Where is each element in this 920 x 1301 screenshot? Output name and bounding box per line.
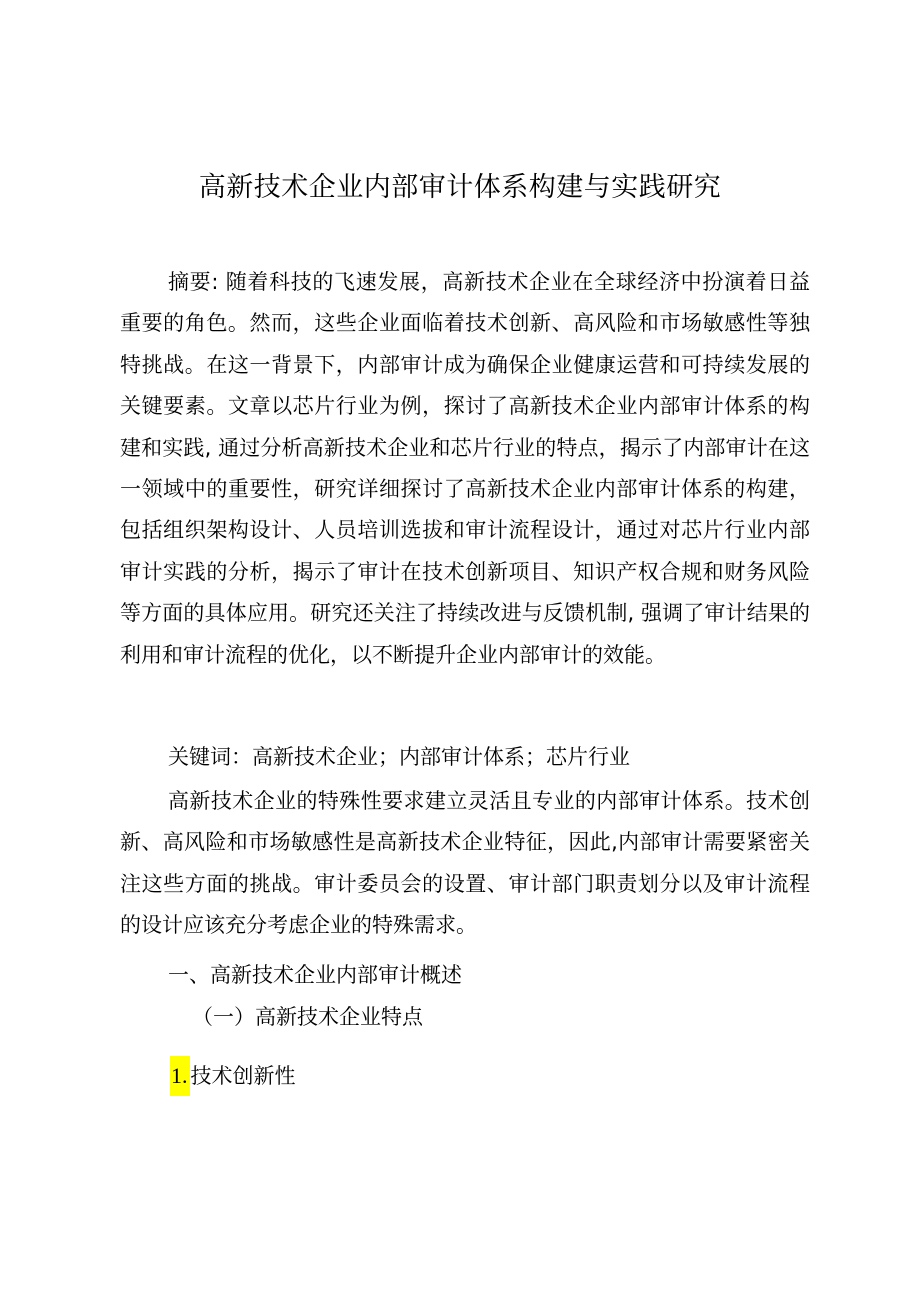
section-heading: 一、高新技术企业内部审计概述 [168, 963, 462, 987]
item-heading [170, 1056, 296, 1096]
document-title: 高新技术企业内部审计体系构建与实践研究 [198, 172, 722, 203]
item-number-highlighted: 1. [170, 1056, 190, 1096]
intro-paragraph: 高新技术企业的特殊性要求建立灵活且专业的内部审计体系。技术创新、高风险和市场敏感性是高新技术企业特征，因此,内部审计需要紧密关注这些方面的挑战。审计委员会的设置、审计部门职责划分以及审计流程的设计应该充分考虑企业的特殊需求。 [120, 789, 810, 938]
subsection-heading: （一）高新技术企业特点 [192, 1005, 423, 1029]
item-label: 技术创新性 [190, 1064, 296, 1088]
abstract-paragraph: 摘要: 随着科技的飞速发展，高新技术企业在全球经济中扮演着日益重要的角色。然而，这些企业面临着技术创新、高风险和市场敏感性等独特挑战。在这一背景下，内部审计成为确保企业健康运营和可持续发展的关键要素。文章以芯片行业为例，探讨了高新技术企业内部审计体系的构建和实践, 通过分析高新技术企业和芯片行业的特点，揭示了内部审计在这一领域中的重要性，研究详细探讨了高新技术企业内部审计体系的构建，包括组织架构设计、人员培训选拔和审计流程设计，通过对芯片行业内部审计实践的分析，揭示了审计在技术创新项目、知识产权合规和财务风险等方面的具体应用。研究还关注了持续改进与反馈机制, 强调了审计结果的利用和审计流程的优化，以不断提升企业内部审计的效能。 [120, 270, 810, 667]
keywords-line: 关键词：高新技术企业；内部审计体系；芯片行业 [168, 745, 630, 769]
